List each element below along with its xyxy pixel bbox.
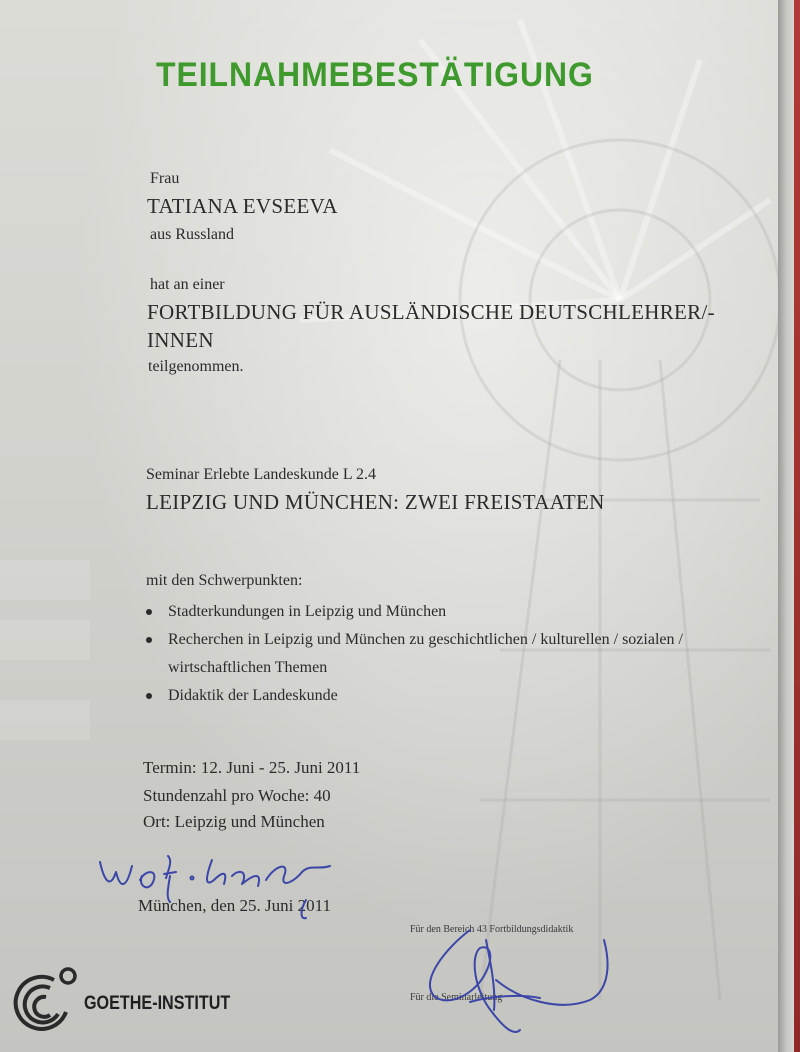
salutation: Frau [150, 170, 180, 187]
signatory-1-label: Für den Bereich 43 Fortbildungsdidaktik [410, 924, 574, 935]
focus-item-1: Stadterkundungen in Leipzig und München [168, 603, 447, 620]
intro-text: hat an einer [150, 276, 225, 293]
date-range: Termin: 12. Juni - 25. Juni 2011 [143, 758, 361, 777]
hours-per-week: Stundenzahl pro Woche: 40 [143, 786, 331, 805]
focus-item-2: Recherchen in Leipzig und München zu geschichtlichen / kulturellen / sozialen / [168, 631, 683, 648]
focus-list [146, 598, 683, 710]
participant-name: TATIANA EVSEEVA [147, 194, 338, 218]
bullet-icon [146, 609, 152, 615]
certificate-title: TEILNAHMEBESTÄTIGUNG [156, 56, 594, 94]
bullet-icon [146, 637, 152, 643]
course-title-line1: FORTBILDUNG FÜR AUSLÄNDISCHE DEUTSCHLEHRER/- [147, 300, 715, 324]
course-title-line2: INNEN [147, 328, 214, 352]
seminar-title: LEIPZIG UND MÜNCHEN: ZWEI FREISTAATEN [146, 490, 605, 514]
focus-item-3: Didaktik der Landeskunde [168, 687, 338, 704]
list-item [146, 598, 683, 626]
focus-intro: mit den Schwerpunkten: [146, 572, 303, 589]
participated-text: teilgenommen. [148, 358, 244, 375]
goethe-institut-logo-icon [6, 962, 84, 1040]
focus-item-2-cont: wirtschaftlichen Themen [168, 659, 328, 676]
location: Ort: Leipzig und München [143, 812, 325, 831]
signatory-2-label: Für die Seminarleitung [410, 992, 503, 1003]
bullet-icon [146, 693, 152, 699]
participant-origin: aus Russland [150, 226, 234, 243]
background-strip [794, 0, 800, 1052]
list-item-continuation [146, 654, 683, 682]
list-item [146, 626, 683, 654]
place-and-date: München, den 25. Juni 2011 [138, 896, 331, 915]
institute-name: GOETHE-INSTITUT [84, 993, 231, 1014]
list-item [146, 682, 683, 710]
seminar-label: Seminar Erlebte Landeskunde L 2.4 [146, 466, 376, 483]
